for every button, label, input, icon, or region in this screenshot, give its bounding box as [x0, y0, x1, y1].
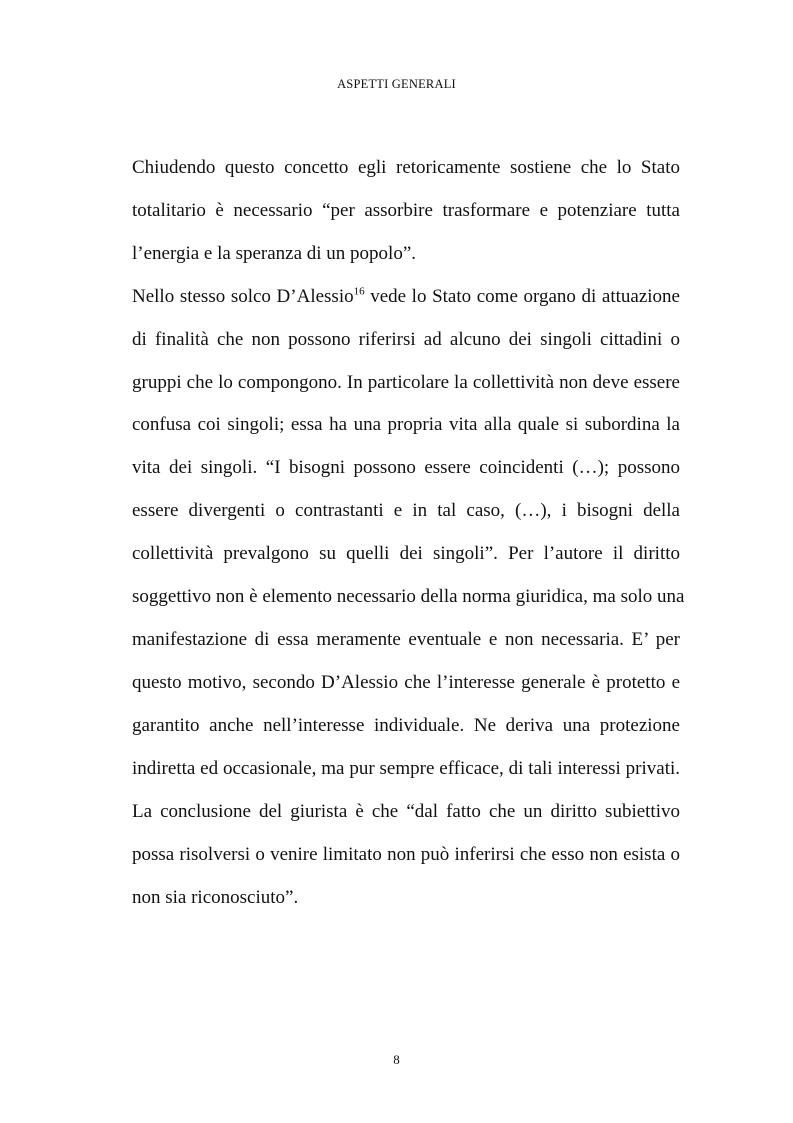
text-line: indiretta ed occasionale, ma pur sempre efficace, di tali interessi privati.: [132, 758, 680, 779]
text-line: l’energia e la speranza di un popolo”.: [132, 243, 417, 264]
text-line: manifestazione di essa meramente eventuale e non necessaria. E’ per: [132, 629, 680, 650]
text-line: totalitario è necessario “per assorbire trasformare e potenziare tutta: [132, 200, 680, 221]
text-line: non sia riconosciuto”.: [132, 887, 299, 908]
text-line: essere divergenti o contrastanti e in tal caso, (…), i bisogni della: [132, 500, 680, 521]
text-line: Chiudendo questo concetto egli retoricamente sostiene che lo Stato: [132, 157, 680, 178]
text-line: possa risolversi o venire limitato non può inferirsi che esso non esista o: [132, 844, 680, 865]
page-number: 8: [393, 1052, 400, 1067]
running-header: ASPETTI GENERALI: [337, 77, 456, 91]
text-line: garantito anche nell’interesse individuale. Ne deriva una protezione: [132, 715, 680, 736]
text-line: [132, 285, 680, 309]
footnote-context: Nello stesso solco D’Alessio: [132, 286, 354, 307]
text-line: confusa coi singoli; essa ha una propria vita alla quale si subordina la: [132, 414, 680, 435]
text-line: soggettivo non è elemento necessario della norma giuridica, ma solo una: [132, 586, 685, 607]
footnote-ref[interactable]: 16: [353, 285, 365, 298]
text-line: vita dei singoli. “I bisogni possono essere coincidenti (…); possono: [132, 457, 680, 478]
text-line: gruppi che lo compongono. In particolare la collettività non deve essere: [132, 372, 680, 393]
text-line: collettività prevalgono su quelli dei singoli”. Per l’autore il diritto: [132, 543, 680, 564]
text-line: La conclusione del giurista è che “dal fatto che un diritto subiettivo: [132, 801, 680, 822]
footnote-context-after: vede lo Stato come organo di attuazione: [364, 286, 680, 307]
text-line: di finalità che non possono riferirsi ad alcuno dei singoli cittadini o: [132, 329, 680, 350]
text-line: questo motivo, secondo D’Alessio che l’interesse generale è protetto e: [132, 672, 680, 693]
